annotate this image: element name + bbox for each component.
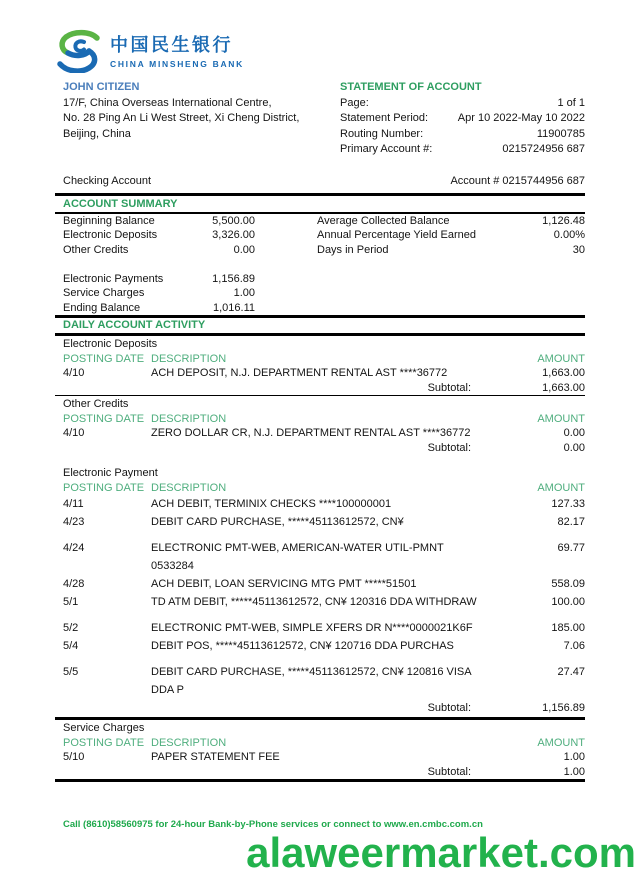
amount-header: AMOUNT — [537, 412, 585, 425]
posting-date-cell: 4/23 — [63, 516, 85, 528]
description-cell: TD ATM DEBIT, *****45113612572, CN¥ 120316 DDA WITHDRAW — [151, 596, 477, 608]
summary-gap — [255, 301, 317, 316]
customer-name: JOHN CITIZEN — [63, 81, 140, 93]
bank-logo-icon — [55, 29, 101, 76]
posting-date-header: POSTING DATE — [63, 412, 145, 425]
amount-cell: 558.09 — [551, 578, 585, 590]
watermark-text: alaweermarket.com — [246, 829, 636, 876]
amount-cell: 185.00 — [551, 622, 585, 634]
statement-info-row — [340, 142, 585, 158]
description-header: DESCRIPTION — [151, 412, 227, 425]
subtotal-amount: 1,156.89 — [542, 702, 585, 714]
summary-left-pair — [63, 286, 255, 301]
activity-column-headers — [55, 412, 585, 427]
summary-right-label: Days in Period — [317, 243, 389, 256]
posting-date-header: POSTING DATE — [63, 352, 145, 365]
posting-date-cell: 4/10 — [63, 367, 85, 379]
account-line — [55, 174, 585, 189]
summary-row — [55, 301, 585, 316]
statement-info-rows — [340, 96, 585, 158]
amount-cell: 69.77 — [557, 542, 585, 554]
bank-name-english: CHINA MINSHENG BANK — [110, 59, 244, 69]
amount-cell: 7.06 — [563, 640, 585, 652]
summary-right-label — [317, 301, 585, 316]
summary-left-pair — [63, 301, 255, 316]
statement-info-label: Primary Account #: — [340, 143, 433, 155]
amount-header: AMOUNT — [537, 481, 585, 494]
posting-date-cell: 5/1 — [63, 596, 79, 608]
description-cell: ZERO DOLLAR CR, N.J. DEPARTMENT RENTAL AST ****36772 — [151, 427, 471, 439]
summary-row — [55, 243, 585, 258]
activity-row — [55, 575, 585, 593]
statement-info-block — [340, 80, 585, 158]
statement-info-value: 1 of 1 — [557, 96, 585, 109]
summary-right-pair — [317, 214, 585, 229]
activity-row — [55, 750, 585, 765]
summary-gap — [255, 272, 317, 287]
summary-left-value: 1.00 — [233, 287, 255, 299]
footer — [55, 818, 636, 875]
customer-address-line-2: No. 28 Ping An Li West Street, Xi Cheng District, — [63, 112, 300, 124]
subtotal-label: Subtotal: — [427, 765, 471, 778]
amount-cell: 1,663.00 — [542, 367, 585, 379]
daily-activity-title: DAILY ACCOUNT ACTIVITY — [63, 319, 206, 331]
daily-activity-sections — [55, 336, 585, 782]
subtotal-label: Subtotal: — [427, 381, 471, 394]
posting-date-cell: 4/24 — [63, 542, 85, 554]
activity-column-headers — [55, 481, 585, 496]
summary-left-pair — [63, 243, 255, 258]
summary-right-pair — [317, 243, 585, 258]
bank-name-block — [110, 35, 244, 69]
posting-date-cell: 4/11 — [63, 498, 84, 510]
description-cell: DEBIT CARD PURCHASE, *****45113612572, CN¥ 120816 VISA DDA P — [151, 666, 471, 696]
description-cell: ELECTRONIC PMT-WEB, AMERICAN-WATER UTIL-PMNT 0533284 — [151, 542, 444, 572]
description-cell: ACH DEBIT, TERMINIX CHECKS ****100000001 — [151, 498, 392, 510]
statement-info-value: 11900785 — [536, 127, 585, 140]
summary-left-value: 3,326.00 — [212, 229, 255, 241]
account-type: Checking Account — [63, 174, 152, 187]
summary-right-value: 0.00% — [553, 229, 585, 241]
amount-cell: 1.00 — [563, 751, 585, 763]
description-header: DESCRIPTION — [151, 481, 227, 494]
summary-left-label: Other Credits — [63, 243, 129, 256]
summary-right-value: 1,126.48 — [542, 214, 585, 227]
account-summary-rows — [55, 214, 585, 316]
customer-address-line-1: 17/F, China Overseas International Centre, — [63, 96, 272, 109]
summary-right-pair — [317, 272, 585, 287]
customer-address-line-3: Beijing, China — [63, 127, 131, 140]
subtotal-row — [55, 699, 585, 717]
statement-info-row — [340, 127, 585, 143]
statement-info-value: Apr 10 2022-May 10 2022 — [457, 112, 585, 124]
amount-cell: 82.17 — [557, 516, 585, 528]
summary-row — [55, 228, 585, 243]
summary-left-label: Beginning Balance — [63, 214, 155, 227]
activity-section-title: Electronic Deposits — [63, 338, 158, 350]
posting-date-cell: 5/4 — [63, 640, 79, 652]
description-cell: ELECTRONIC PMT-WEB, SIMPLE XFERS DR N****0000021K6F — [151, 622, 473, 634]
posting-date-cell: 4/10 — [63, 427, 85, 439]
summary-left-value: 5,500.00 — [212, 214, 255, 227]
bank-brand — [55, 30, 640, 74]
posting-date-cell: 5/2 — [63, 622, 79, 634]
subtotal-amount: 1,663.00 — [542, 381, 585, 394]
subtotal-amount: 0.00 — [563, 441, 585, 454]
statement-info-label: Statement Period: — [340, 112, 429, 124]
subtotal-amount: 1.00 — [563, 765, 585, 778]
activity-row — [55, 513, 585, 531]
section-spacer — [55, 455, 585, 465]
activity-row — [55, 593, 585, 611]
activity-row — [55, 426, 585, 441]
customer-block — [55, 80, 340, 158]
activity-section — [55, 396, 585, 455]
summary-left-label: Electronic Payments — [63, 272, 164, 285]
amount-header: AMOUNT — [537, 736, 585, 749]
description-cell: ACH DEPOSIT, N.J. DEPARTMENT RENTAL AST ****36772 — [151, 367, 448, 379]
activity-row — [55, 663, 585, 699]
activity-row — [55, 495, 585, 513]
statement-info-label: Routing Number: — [340, 127, 424, 140]
activity-section-title: Other Credits — [63, 398, 129, 410]
summary-row — [55, 214, 585, 229]
summary-row — [55, 272, 585, 287]
description-cell: DEBIT CARD PURCHASE, *****45113612572, CN¥ — [151, 516, 404, 528]
subtotal-row — [55, 441, 585, 456]
amount-cell: 100.00 — [551, 596, 585, 608]
subtotal-label: Subtotal: — [427, 702, 471, 714]
activity-section-title: Service Charges — [63, 722, 145, 734]
description-header: DESCRIPTION — [151, 736, 227, 749]
divider — [55, 779, 585, 782]
activity-column-headers — [55, 352, 585, 367]
posting-date-cell: 5/5 — [63, 666, 79, 678]
activity-section — [55, 465, 585, 717]
summary-left-label: Ending Balance — [63, 301, 141, 314]
activity-section — [55, 720, 585, 779]
posting-date-header: POSTING DATE — [63, 736, 145, 749]
posting-date-header: POSTING DATE — [63, 481, 145, 494]
summary-left-value: 0.00 — [233, 243, 255, 256]
bank-name-chinese: 中国民生银行 — [110, 35, 233, 56]
summary-right-label — [317, 286, 585, 301]
summary-right-label: Average Collected Balance — [317, 214, 450, 227]
summary-right-label — [317, 272, 585, 287]
activity-row — [55, 619, 585, 637]
summary-gap — [255, 228, 317, 243]
statement-of-account-title: STATEMENT OF ACCOUNT — [340, 81, 482, 93]
subtotal-row — [55, 765, 585, 780]
summary-left-label: Service Charges — [63, 287, 145, 299]
summary-row — [55, 257, 585, 272]
activity-section-title: Electronic Payment — [63, 467, 158, 479]
activity-row — [55, 366, 585, 381]
amount-cell: 127.33 — [551, 498, 585, 510]
description-header: DESCRIPTION — [151, 352, 227, 365]
amount-cell: 27.47 — [557, 666, 585, 678]
summary-right-pair — [317, 228, 585, 243]
statement-info-label: Page: — [340, 96, 369, 109]
account-summary-title: ACCOUNT SUMMARY — [55, 196, 585, 214]
statement-info-value: 0215724956 687 — [502, 143, 585, 155]
amount-header: AMOUNT — [537, 352, 585, 365]
posting-date-cell: 5/10 — [63, 751, 85, 763]
summary-left-label: Electronic Deposits — [63, 229, 158, 241]
summary-left-pair — [63, 214, 255, 229]
description-cell: ACH DEBIT, LOAN SERVICING MTG PMT *****51501 — [151, 578, 417, 590]
summary-left-pair — [63, 228, 255, 243]
amount-cell: 0.00 — [563, 427, 585, 439]
subtotal-row — [55, 381, 585, 396]
summary-right-pair — [317, 286, 585, 301]
description-cell: DEBIT POS, *****45113612572, CN¥ 120716 DDA PURCHAS — [151, 640, 454, 652]
activity-row — [55, 539, 585, 575]
posting-date-cell: 4/28 — [63, 578, 85, 590]
description-cell: PAPER STATEMENT FEE — [151, 751, 280, 763]
summary-gap — [255, 243, 317, 258]
subtotal-label: Subtotal: — [427, 441, 471, 454]
summary-left-value: 1,156.89 — [212, 272, 255, 285]
summary-left-pair — [63, 272, 255, 287]
bank-by-phone-line: Call (8610)58560975 for 24-hour Bank-by-Phone services or connect to www.en.cmbc.com.cn — [63, 819, 483, 830]
summary-gap — [255, 214, 317, 229]
account-number: Account # 0215744956 687 — [450, 174, 585, 187]
summary-row — [55, 286, 585, 301]
summary-right-label: Annual Percentage Yield Earned — [317, 229, 477, 241]
summary-right-pair — [317, 301, 585, 316]
activity-column-headers — [55, 736, 585, 751]
activity-section — [55, 336, 585, 395]
activity-row — [55, 637, 585, 655]
summary-gap — [255, 286, 317, 301]
summary-left-value: 1,016.11 — [212, 301, 255, 314]
statement-info-row — [340, 96, 585, 112]
summary-right-value: 30 — [572, 243, 585, 256]
statement-info-row — [340, 111, 585, 127]
top-info — [55, 80, 585, 158]
